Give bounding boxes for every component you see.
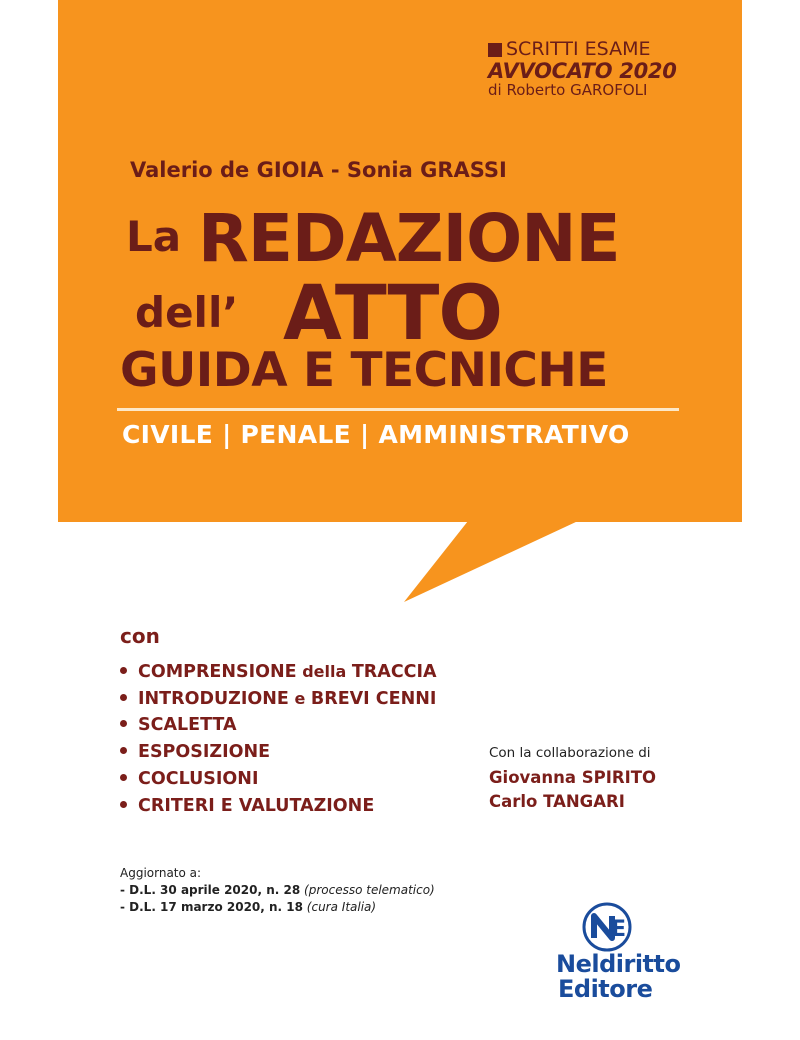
list-item: COMPRENSIONE della TRACCIA bbox=[120, 658, 437, 685]
svg-text:E: E bbox=[611, 917, 627, 942]
authors: Valerio de GIOIA - Sonia GRASSI bbox=[130, 158, 507, 182]
publisher-subtitle: Editore bbox=[558, 975, 653, 1003]
bullet-icon bbox=[120, 694, 127, 701]
series-line-1: SCRITTI ESAME bbox=[506, 38, 651, 60]
list-item: INTRODUZIONE e BREVI CENNI bbox=[120, 685, 437, 712]
list-item: ESPOSIZIONE bbox=[120, 739, 437, 766]
title-subtitle: GUIDA E TECNICHE bbox=[120, 343, 608, 398]
collaboration-label: Con la collaborazione di bbox=[489, 745, 651, 761]
title-divider bbox=[117, 408, 679, 411]
title-atto: ATTO bbox=[283, 268, 502, 357]
list-item: COCLUSIONI bbox=[120, 766, 437, 793]
collaborator-name: Giovanna SPIRITO bbox=[489, 768, 657, 787]
bullet-icon bbox=[120, 747, 127, 754]
square-icon bbox=[488, 43, 502, 57]
list-item: CRITERI E VALUTAZIONE bbox=[120, 793, 437, 820]
series-line-3: di Roberto GAROFOLI bbox=[488, 81, 648, 99]
update-item: - D.L. 30 aprile 2020, n. 28 (processo telematico) bbox=[120, 883, 435, 897]
bullet-icon bbox=[120, 667, 127, 674]
features-list bbox=[120, 658, 437, 820]
title-la: La bbox=[126, 212, 182, 261]
collaborator-name: Carlo TANGARI bbox=[489, 792, 625, 811]
title-dell: dell’ bbox=[135, 288, 239, 337]
update-label: Aggiornato a: bbox=[120, 866, 202, 880]
publisher-name: Neldiritto bbox=[556, 950, 681, 978]
list-item: SCALETTA bbox=[120, 712, 437, 739]
update-notes bbox=[120, 865, 435, 916]
series-line-2: AVVOCATO 2020 bbox=[488, 59, 677, 83]
update-item: - D.L. 17 marzo 2020, n. 18 (cura Italia) bbox=[120, 900, 377, 914]
bullet-icon bbox=[120, 720, 127, 727]
series-label bbox=[488, 40, 677, 98]
bullet-icon bbox=[120, 774, 127, 781]
features-intro: con bbox=[120, 624, 160, 648]
bullet-icon bbox=[120, 801, 127, 808]
title-redazione: REDAZIONE bbox=[198, 200, 620, 277]
law-areas: CIVILE | PENALE | AMMINISTRATIVO bbox=[122, 420, 630, 449]
publisher-logo-icon bbox=[582, 902, 632, 952]
